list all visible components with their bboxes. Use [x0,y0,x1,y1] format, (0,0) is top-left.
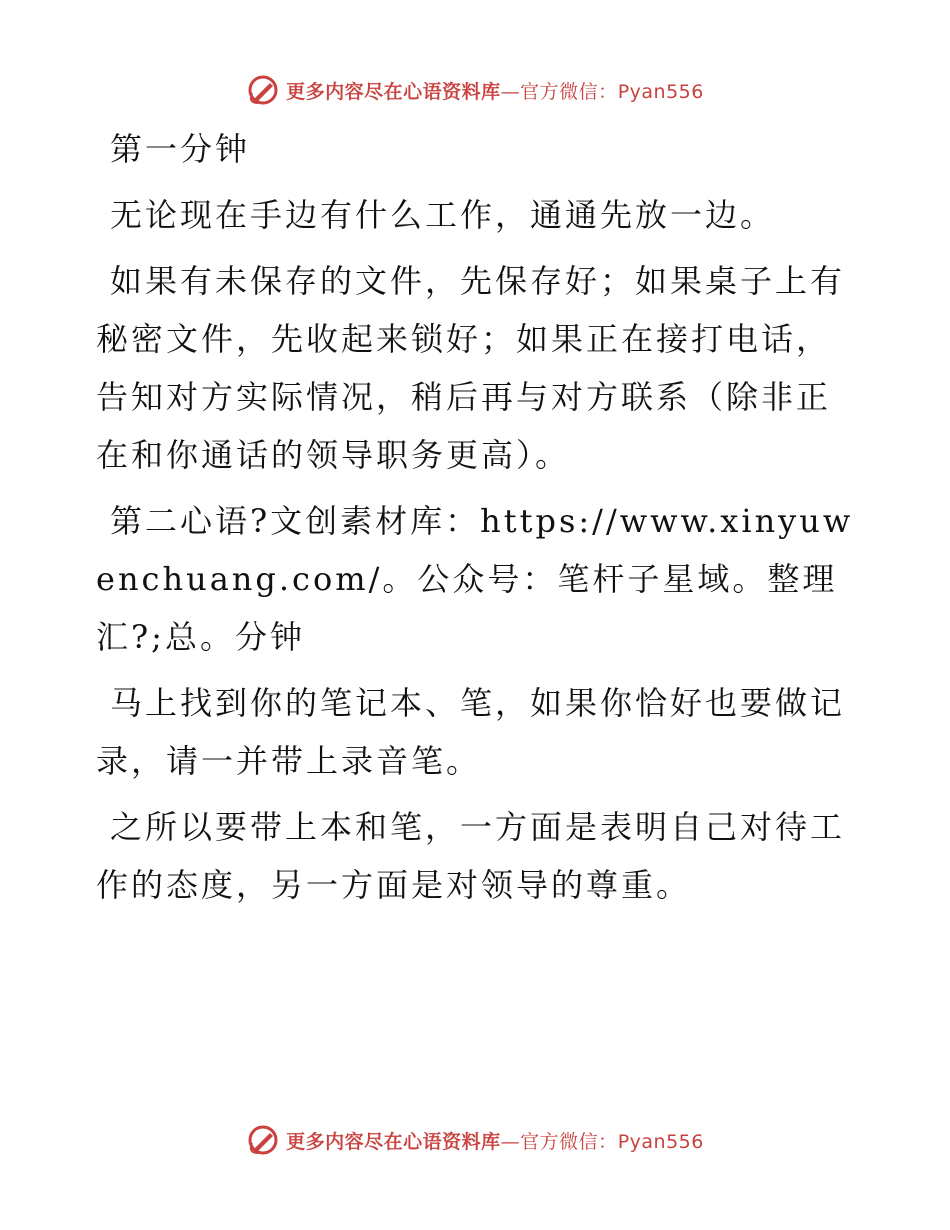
footer-watermark-inner [246,1123,704,1157]
footer-watermark-text [286,1127,704,1154]
header-watermark-title: 更多内容尽在心语资料库 [286,80,501,103]
header-watermark-sub: 官方微信： [520,80,618,103]
paragraph-put-work-aside: 无论现在手边有什么工作，通通先放一边。 [110,196,776,234]
footer-watermark-dash: — [500,1130,521,1153]
footer-watermark [0,1120,950,1160]
paragraph-reason: 之所以要带上本和笔，一方面是表明自己对待工作的态度，另一方面是对领导的尊重。 [96,808,846,904]
pen-logo-icon [246,1123,280,1157]
header-watermark-inner [246,73,704,107]
pen-logo-icon [246,73,280,107]
footer-watermark-title: 更多内容尽在心语资料库 [286,1130,501,1153]
paragraph-find-notebook: 马上找到你的笔记本、笔，如果你恰好也要做记录，请一并带上录音笔。 [96,684,846,780]
paragraph-second-minute: 第二心语?文创素材库：https://www.xinyuwenchuang.com/。公众号：笔杆子星域。整理汇?;总。分钟 [96,502,854,656]
paragraph-heading-first-minute: 第一分钟 [110,130,251,168]
header-watermark-dash: — [500,80,521,103]
footer-watermark-sub: 官方微信： [520,1130,618,1153]
header-watermark-text [286,77,704,104]
paragraph-save-files: 如果有未保存的文件，先保存好；如果桌子上有秘密文件，先收起来锁好；如果正在接打电话，告知对方实际情况，稍后再与对方联系（除非正在和你通话的领导职务更高）。 [96,262,846,474]
document-body [96,120,856,922]
footer-watermark-handle: Pyan556 [617,1130,704,1153]
header-watermark [0,70,950,110]
header-watermark-handle: Pyan556 [617,80,704,103]
